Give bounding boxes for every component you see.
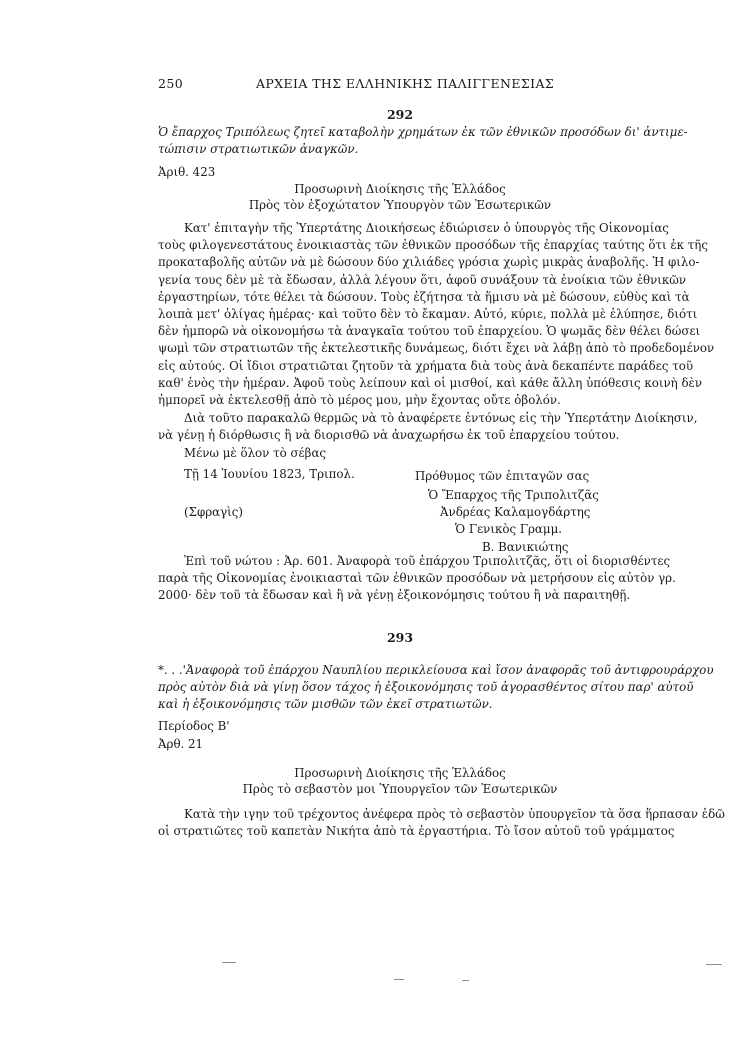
verso-line: παρὰ τῆς Οἰκονομίας ἐνοικιασταὶ τῶν ἐθνικῶν προσόδων νὰ μετρήσουν εἰς αὐτὸν γρ. [158, 571, 676, 586]
document-292-verso-note [158, 553, 676, 605]
body-line: Διὰ τοῦτο παρακαλῶ θερμῶς νὰ τὸ ἀναφέρετε ἐντόνως εἰς τὴν Ὑπερτάτην Διοίκησιν, [184, 411, 698, 425]
body-line: προκαταβολῆς αὐτῶν νὰ μὲ δώσουν δύο χιλιάδες γρόσια χωρὶς μικρὰς ἀναβολῆς. Ἡ φιλο- [158, 255, 700, 270]
scan-speck [706, 964, 722, 965]
signature-line: Πρόθυμος τῶν ἐπιταγῶν σας [415, 469, 590, 483]
body-line: ἠμπορεῖ νὰ ἐκτελεσθῇ ἀπὸ τὸ μέρος μου, μὴν ἔχοντας οὔτε ὀβολόν. [158, 393, 561, 408]
signature-line: Ὁ Ἔπαρχος τῆς Τριπολιτζᾶς [428, 488, 599, 502]
document-292-body [158, 220, 715, 409]
summary-line: τώπισιν στρατιωτικῶν ἀναγκῶν. [158, 142, 359, 157]
summary-line: Ὁ ἔπαρχος Τριπόλεως ζητεῖ καταβολὴν χρημάτων ἐκ τῶν ἐθνικῶν προσόδων δι' ἀντιμε- [158, 125, 688, 139]
document-292-date: Τῇ 14 Ἰουνίου 1823, Τριπολ. [184, 467, 355, 481]
body-line: τοὺς φιλογενεστάτους ἐνοικιαστὰς τῶν ἐθνικῶν προσόδων τῆς ἐπαρχίας ταύτης ὅτι ἐκ τῆς [158, 238, 708, 253]
verso-line: Ἐπὶ τοῦ νώτου : Ἀρ. 601. Ἀναφορὰ τοῦ ἐπάρχου Τριπολιτζᾶς, ὅτι οἱ διορισθέντες [184, 554, 671, 568]
body-line: εἰς αὐτούς. Οἱ ἴδιοι στρατιῶται ζητοῦν τὰ χρήματα διὰ τοὺς ἀνὰ δεκαπέντε παράδες τοῦ [158, 358, 694, 373]
document-292-request [158, 410, 698, 444]
document-number-293: 293 [386, 630, 414, 645]
document-293-heading-2: Πρὸς τὸ σεβαστὸν μοι Ὑπουργεῖον τῶν Ἐσωτερικῶν [242, 782, 558, 796]
document-293-period: Περίοδος Β' [158, 719, 230, 733]
summary-line: καὶ ἡ ἐξοικονόμησις τῶν μισθῶν τῶν ἐκεῖ στρατιωτῶν. [158, 697, 493, 712]
document-292-heading-1: Προσωρινὴ Διοίκησις τῆς Ἑλλάδος [294, 182, 506, 196]
body-line: Κατ' ἐπιταγὴν τῆς Ὑπερτάτης Διοικήσεως ἐδιώρισεν ὁ ὑπουργὸς τῆς Οἰκονομίας [184, 221, 669, 235]
seal-note: (Σφραγὶς) [184, 505, 243, 519]
signature-line: Ὁ Γενικὸς Γραμμ. [455, 522, 562, 536]
running-title: ΑΡΧΕΙΑ ΤΗΣ ΕΛΛΗΝΙΚΗΣ ΠΑΛΙΓΓΕΝΕΣΙΑΣ [256, 76, 555, 91]
scan-speck [462, 980, 469, 981]
summary-line: *. . .'Ἀναφορὰ τοῦ ἐπάρχου Ναυπλίου περικλείουσα καὶ ἴσον ἀναφορᾶς τοῦ ἀντιφρουράρχου [158, 663, 714, 677]
document-292-summary [158, 124, 688, 158]
body-line: νὰ γένῃ ἡ διόρθωσις ἢ νὰ διορισθῶ νὰ ἀναχωρήσω ἐκ τοῦ ἐπαρχείου τούτου. [158, 428, 620, 443]
document-293-body [158, 806, 725, 840]
body-line: Κατὰ τὴν ιγην τοῦ τρέχοντος ἀνέφερα πρὸς τὸ σεβαστὸν ὑπουργεῖον τὰ ὅσα ἥρπασαν ἐδῶ [184, 807, 725, 821]
body-line: δὲν ἠμπορῶ νὰ οἰκονομήσω τὰ ἀναγκαῖα τούτου τοῦ ἐπαρχείου. Ὁ ψωμᾶς δὲν θέλει δώσει [158, 324, 701, 339]
body-line: ψωμὶ τῶν στρατιωτῶν τῆς ἐκτελεστικῆς δυνάμεως, διότι ἔχει νὰ λάβῃ ἀπὸ τὸ προδεδομένον [158, 341, 715, 356]
document-number-292: 292 [386, 107, 414, 122]
document-292-heading-2: Πρὸς τὸν ἐξοχώτατον Ὑπουργὸν τῶν Ἐσωτερικῶν [248, 198, 552, 212]
document-292-closing: Μένω μὲ ὅλον τὸ σέβας [184, 446, 327, 460]
scan-speck [394, 979, 404, 980]
document-293-ref: Ἀρθ. 21 [158, 737, 204, 751]
summary-line: πρὸς αὐτὸν διὰ νὰ γίνῃ ὅσον τάχος ἡ ἐξοικονόμησις τοῦ ἀγορασθέντος σίτου παρ' αὐτοῦ [158, 680, 694, 695]
page-number: 250 [158, 76, 184, 91]
body-line: λοιπὰ μετ' ὀλίγας ἡμέρας· καὶ τοῦτο δὲν τὸ ἔκαμαν. Αὐτό, κύριε, πολλὰ μὲ ἐλύπησε, διότι [158, 307, 698, 322]
signature-line: Β. Βανικιώτης [482, 540, 569, 554]
body-line: γενία τους δὲν μὲ τὰ ἔδωσαν, ἀλλὰ λέγουν ὅτι, ἀφοῦ συνάξουν τὰ ἐνοίκια τῶν ἐθνικῶν [158, 272, 687, 287]
body-line: οἱ στρατιῶτες τοῦ καπετὰν Νικήτα ἀπὸ τὰ ἐργαστήρια. Τὸ ἴσον αὐτοῦ τοῦ γράμματος [158, 824, 675, 839]
body-line: ἐργαστηρίων, τότε θέλει τὰ δώσουν. Τοὺς ἐζήτησα τὰ ἥμισυ νὰ μὲ δώσουν, εὐθὺς καὶ τὰ [158, 289, 690, 304]
document-293-summary [158, 662, 714, 714]
signature-line: Ἀνδρέας Καλαμογδάρτης [440, 505, 591, 519]
document-293-heading-1: Προσωρινὴ Διοίκησις τῆς Ἑλλάδος [294, 766, 506, 780]
document-292-ref: Ἀριθ. 423 [158, 165, 216, 179]
verso-line: 2000· δὲν τοῦ τὰ ἔδωσαν καὶ ἢ νὰ γένῃ ἐξοικονόμησις τούτου ἢ νὰ παραιτηθῇ. [158, 588, 631, 603]
scan-speck [222, 962, 236, 963]
body-line: καθ' ἑνὸς τὴν ἡμέραν. Ἀφοῦ τοὺς λείπουν καὶ οἱ μισθοί, καὶ κάθε ἄλλη ὑπόθεσις κοινὴ δὲν [158, 375, 703, 390]
